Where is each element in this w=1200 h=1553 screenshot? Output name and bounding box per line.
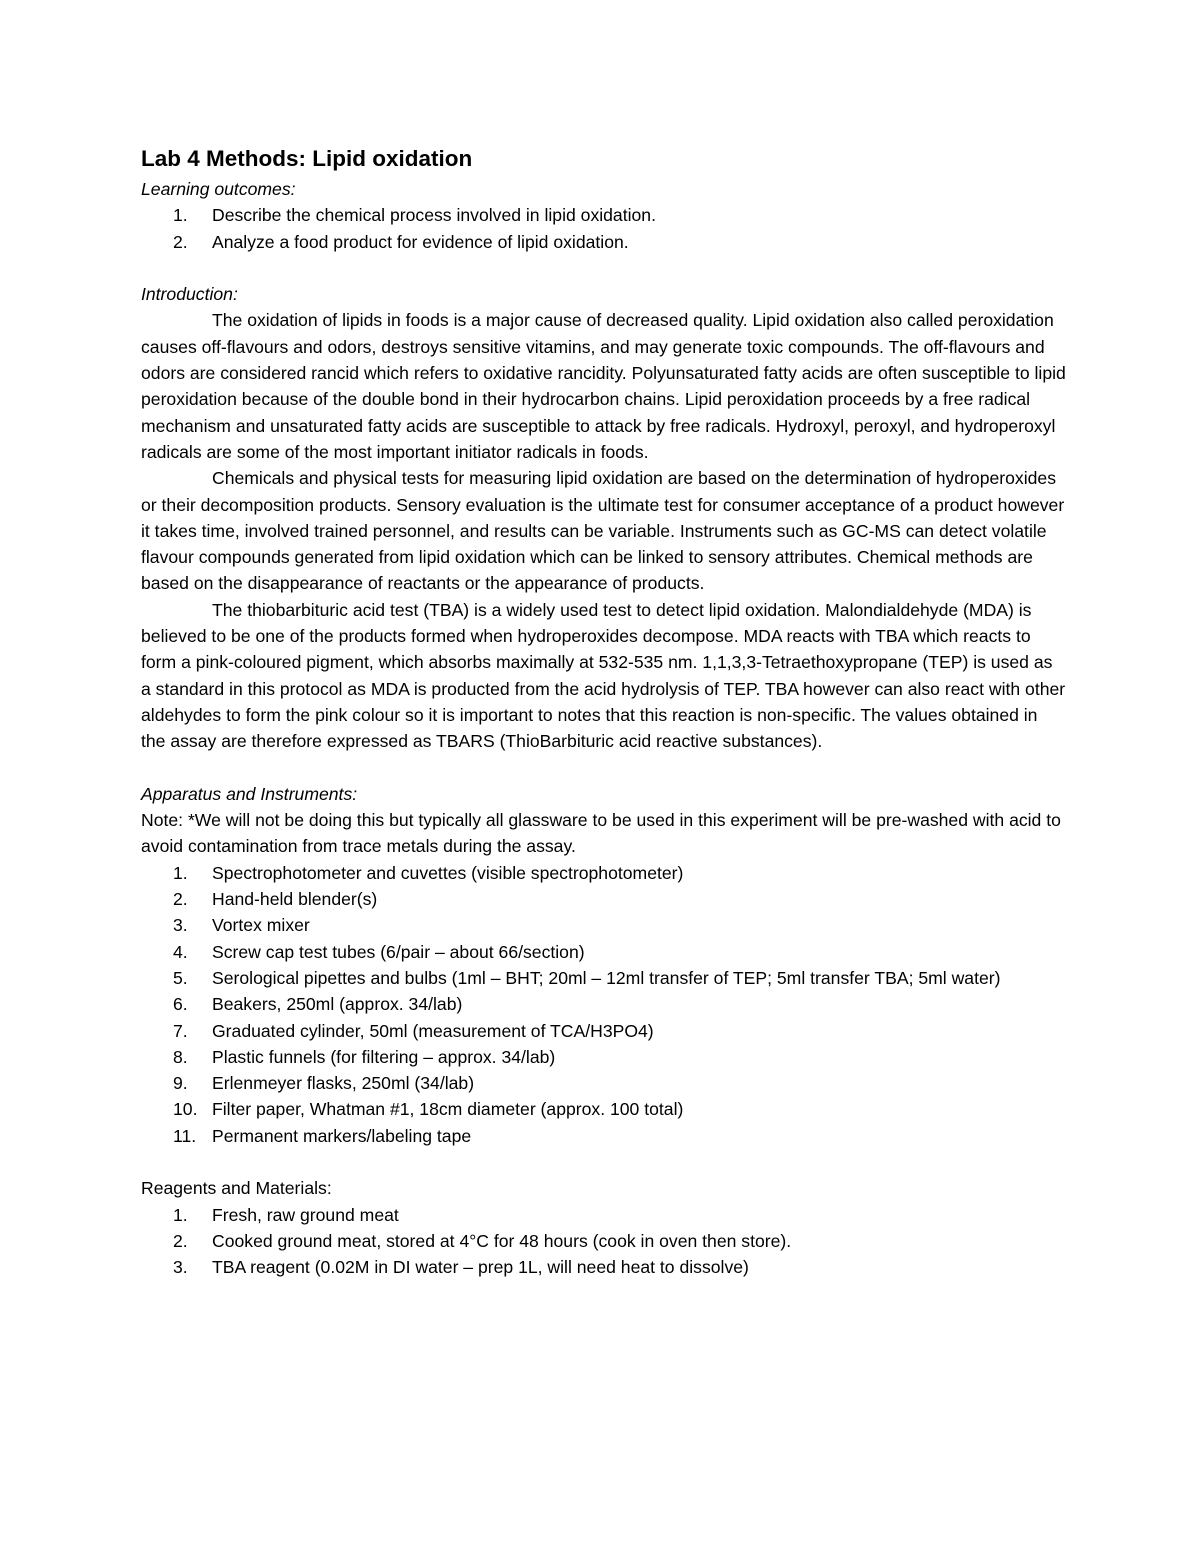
list-item: 3. TBA reagent (0.02M in DI water – prep 1L, will need heat to dissolve) bbox=[173, 1257, 749, 1278]
reagents-list bbox=[141, 1202, 1066, 1281]
list-item: 5. Serological pipettes and bulbs (1ml – BHT; 20ml – 12ml transfer of TEP; 5ml transfer TBA; 5ml water) bbox=[173, 967, 1001, 988]
document-title: Lab 4 Methods: Lipid oxidation bbox=[141, 146, 473, 171]
list-item: 7. Graduated cylinder, 50ml (measurement of TCA/H3PO4) bbox=[173, 1020, 654, 1041]
list-item: 2. Cooked ground meat, stored at 4°C for 48 hours (cook in oven then store). bbox=[173, 1230, 792, 1251]
spacer bbox=[141, 255, 1066, 281]
learning-outcomes-heading: Learning outcomes: bbox=[141, 179, 296, 199]
apparatus-heading: Apparatus and Instruments: bbox=[141, 783, 358, 804]
learning-outcomes-list bbox=[141, 202, 1066, 255]
document-page bbox=[141, 142, 1066, 1280]
list-item: 8. Plastic funnels (for filtering – approx. 34/lab) bbox=[173, 1046, 556, 1067]
list-item: 2. Hand-held blender(s) bbox=[173, 889, 378, 910]
introduction-paragraph: The thiobarbituric acid test (TBA) is a widely used test to detect lipid oxidation. Malondialdehyde (MDA) is believed to be one of the products formed when hydroperoxides decompose. MDA reacts with TBA which reacts to form a pink-coloured pigment, which absorbs maximally at 532-535 nm. 1,1,3,3-Tetraethoxypropane (TEP) is used as a standard in this protocol as MDA is producted from the acid hydrolysis of TEP. TBA however can also react with other aldehydes to form the pink colour so it is important to notes that this reaction is non-specific. The values obtained in the assay are therefore expressed as TBARS (ThioBarbituric acid reactive substances). bbox=[141, 599, 1066, 752]
reagents-heading: Reagents and Materials: bbox=[141, 1178, 332, 1199]
spacer bbox=[141, 1149, 1066, 1175]
introduction-paragraph: Chemicals and physical tests for measuring lipid oxidation are based on the determination of hydroperoxides or their decomposition products. Sensory evaluation is the ultimate test for consumer acceptance of a product however it takes time, involved trained personnel, and results can be variable. Instruments such as GC-MS can detect volatile flavour compounds generated from lipid oxidation which can be linked to sensory attributes. Chemical methods are based on the disappearance of reactants or the appearance of products. bbox=[141, 468, 1065, 594]
apparatus-note: Note: *We will not be doing this but typically all glassware to be used in this experiment will be pre-washed with acid to avoid contamination from trace metals during the assay. bbox=[141, 810, 1061, 857]
list-item: 4. Screw cap test tubes (6/pair – about 66/section) bbox=[173, 941, 585, 962]
list-item: 1. Fresh, raw ground meat bbox=[173, 1204, 399, 1225]
list-item: 11. Permanent markers/labeling tape bbox=[173, 1125, 472, 1146]
list-item: 9. Erlenmeyer flasks, 250ml (34/lab) bbox=[173, 1073, 475, 1094]
introduction-heading: Introduction: bbox=[141, 284, 238, 305]
list-item: 2. Analyze a food product for evidence of lipid oxidation. bbox=[173, 231, 629, 252]
list-item: 3. Vortex mixer bbox=[173, 915, 310, 936]
spacer bbox=[141, 755, 1066, 781]
list-item: 1. Describe the chemical process involved in lipid oxidation. bbox=[173, 205, 656, 226]
list-item: 1. Spectrophotometer and cuvettes (visible spectrophotometer) bbox=[173, 862, 684, 883]
introduction-paragraph: The oxidation of lipids in foods is a major cause of decreased quality. Lipid oxidation also called peroxidation causes off-flavours and odors, destroys sensitive vitamins, and may generate toxic compounds. The off-flavours and odors are considered rancid which refers to oxidative rancidity. Polyunsaturated fatty acids are often susceptible to lipid peroxidation because of the double bond in their hydrocarbon chains. Lipid peroxidation proceeds by a free radical mechanism and unsaturated fatty acids are susceptible to attack by free radicals. Hydroxyl, peroxyl, and hydroperoxyl radicals are some of the most important initiator radicals in foods. bbox=[141, 310, 1066, 462]
list-item: 10. Filter paper, Whatman #1, 18cm diameter (approx. 100 total) bbox=[173, 1099, 684, 1120]
list-item: 6. Beakers, 250ml (approx. 34/lab) bbox=[173, 994, 463, 1015]
apparatus-list bbox=[141, 860, 1066, 1149]
